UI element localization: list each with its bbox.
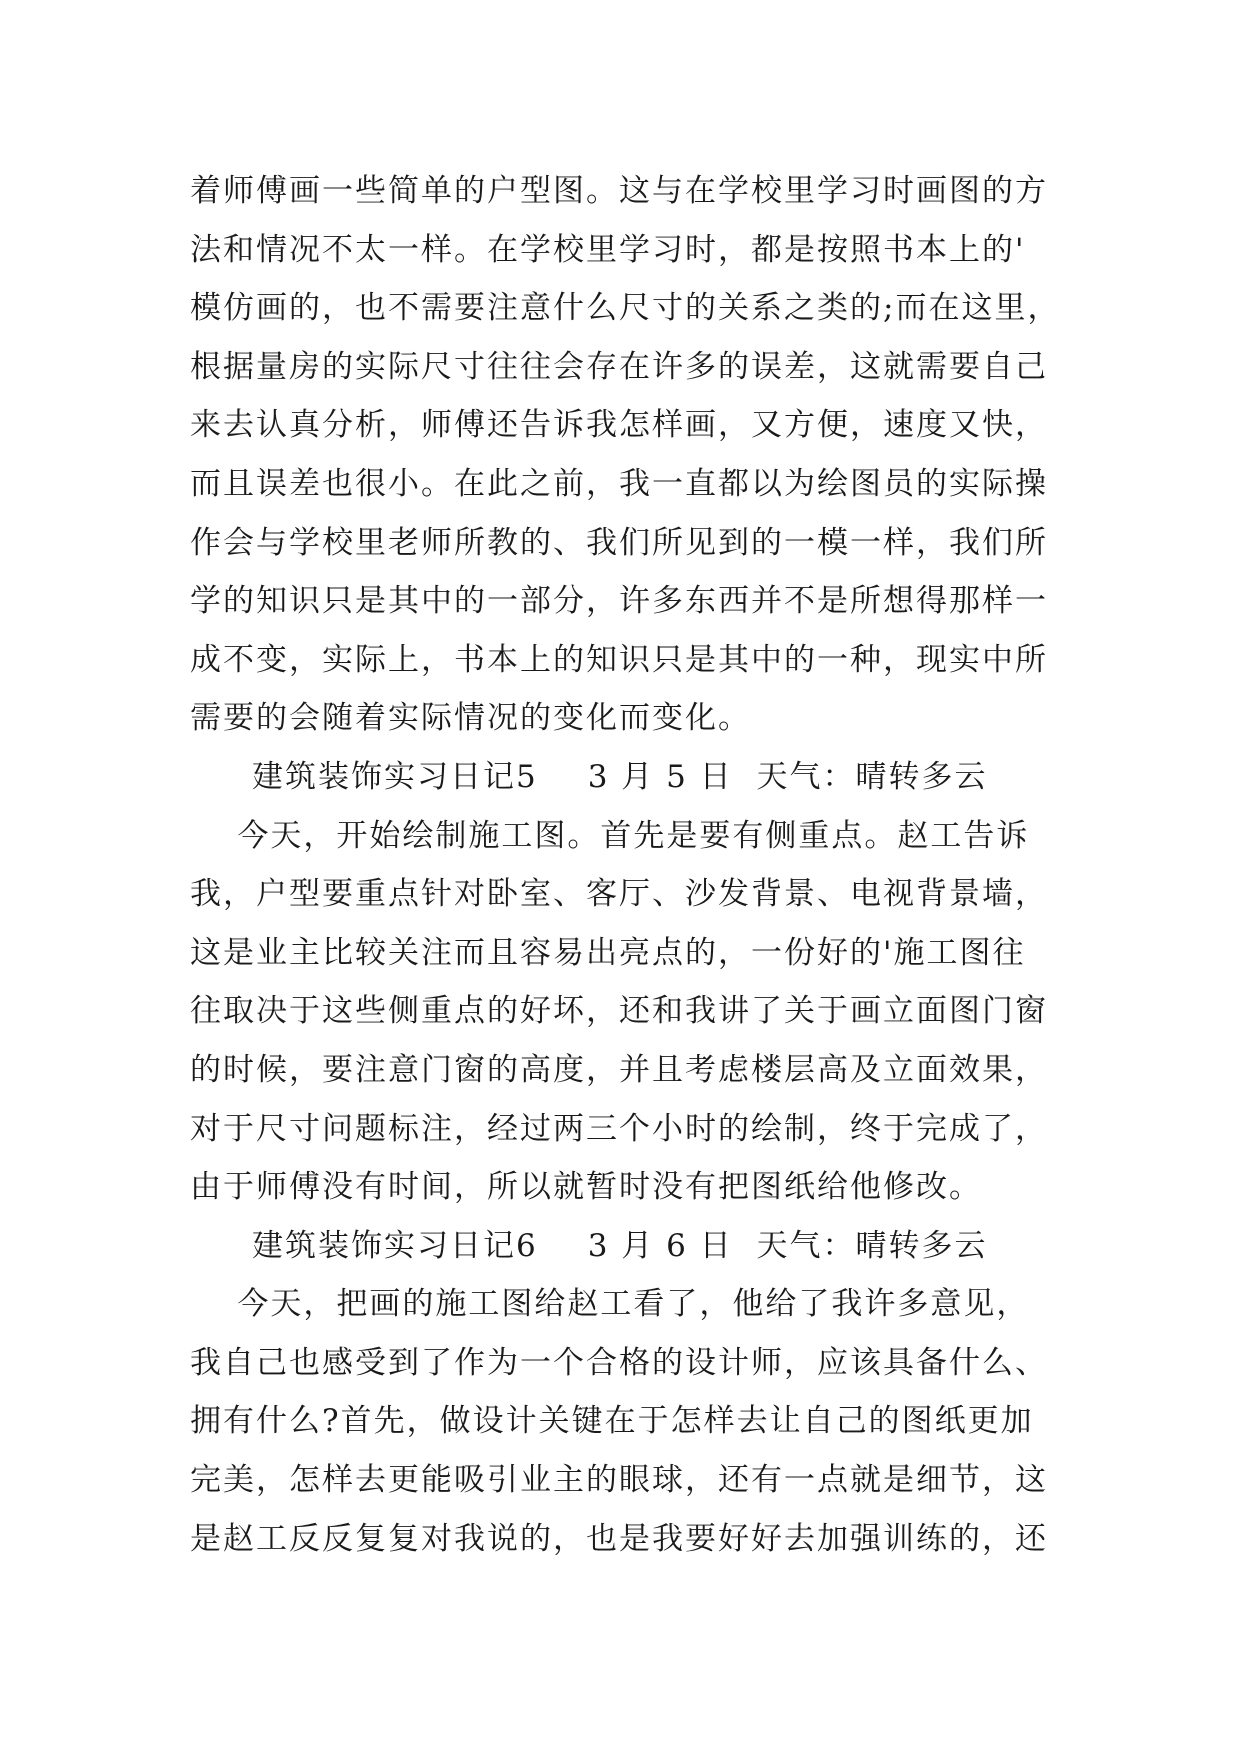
body-text-line: 成不变，实际上，书本上的知识只是其中的一种，现实中所 [190, 641, 1048, 678]
body-text-line: 而且误差也很小。在此之前，我一直都以为绘图员的实际操 [190, 465, 1048, 502]
diary-entry-heading [190, 1217, 1070, 1276]
body-text-line: 完美，怎样去更能吸引业主的眼球，还有一点就是细节，这 [190, 1462, 1048, 1499]
body-text-line: 来去认真分析，师傅还告诉我怎样画，又方便，速度又快， [190, 407, 1048, 444]
body-text-line: 是赵工反反复复对我说的，也是我要好好去加强训练的，还 [190, 1520, 1048, 1557]
body-text-line: 学的知识只是其中的一部分，许多东西并不是所想得那样一 [190, 583, 1048, 620]
body-text-line: 拥有什么?首先，做设计关键在于怎样去让自己的图纸更加 [190, 1403, 1034, 1440]
body-text-fragment: 今天，把画的施工图给赵工看了，他给了我许多意见， [237, 1286, 1030, 1323]
entry-title: 建筑装饰实习日记5 [252, 758, 538, 795]
body-text-line: 需要的会随着实际情况的变化而变化。 [190, 700, 751, 737]
body-text-line: 的时候，要注意门窗的高度，并且考虑楼层高及立面效果， [190, 1051, 1048, 1088]
document-body [190, 162, 1070, 1568]
body-text-line: 由于师傅没有时间，所以就暂时没有把图纸给他修改。 [190, 1169, 982, 1206]
body-text-line: 模仿画的，也不需要注意什么尺寸的关系之类的;而在这里， [190, 290, 1061, 327]
body-text-fragment: 今天，开始绘制施工图。首先是要有侧重点。赵工告诉 [237, 817, 1030, 854]
body-text-line: 根据量房的实际尺寸往往会存在许多的误差，这就需要自己 [190, 348, 1048, 385]
body-text-line: 这是业主比较关注而且容易出亮点的，一份好的'施工图往 [190, 934, 1026, 971]
body-text-line [190, 807, 1070, 866]
body-text-line: 往取决于这些侧重点的好坏，还和我讲了关于画立面图门窗 [190, 993, 1048, 1030]
body-text-line [190, 1275, 1070, 1334]
entry-title: 建筑装饰实习日记6 [252, 1227, 538, 1264]
entry-date-weather: 3 月 6 日 天气：晴转多云 [587, 1227, 988, 1264]
body-text-line: 着师傅画一些简单的户型图。这与在学校里学习时画图的方 [190, 173, 1048, 209]
body-text-line: 作会与学校里老师所教的、我们所见到的一模一样，我们所 [190, 524, 1048, 561]
entry-date-weather: 3 月 5 日 天气：晴转多云 [587, 758, 988, 795]
body-text-line: 法和情况不太一样。在学校里学习时，都是按照书本上的' [190, 231, 1026, 268]
body-text-line: 我，户型要重点针对卧室、客厅、沙发背景、电视背景墙， [190, 876, 1048, 913]
diary-entry-heading [190, 748, 1070, 807]
body-text-line: 对于尺寸问题标注，经过两三个小时的绘制，终于完成了， [190, 1110, 1048, 1147]
body-text-line: 我自己也感受到了作为一个合格的设计师，应该具备什么、 [190, 1344, 1048, 1381]
